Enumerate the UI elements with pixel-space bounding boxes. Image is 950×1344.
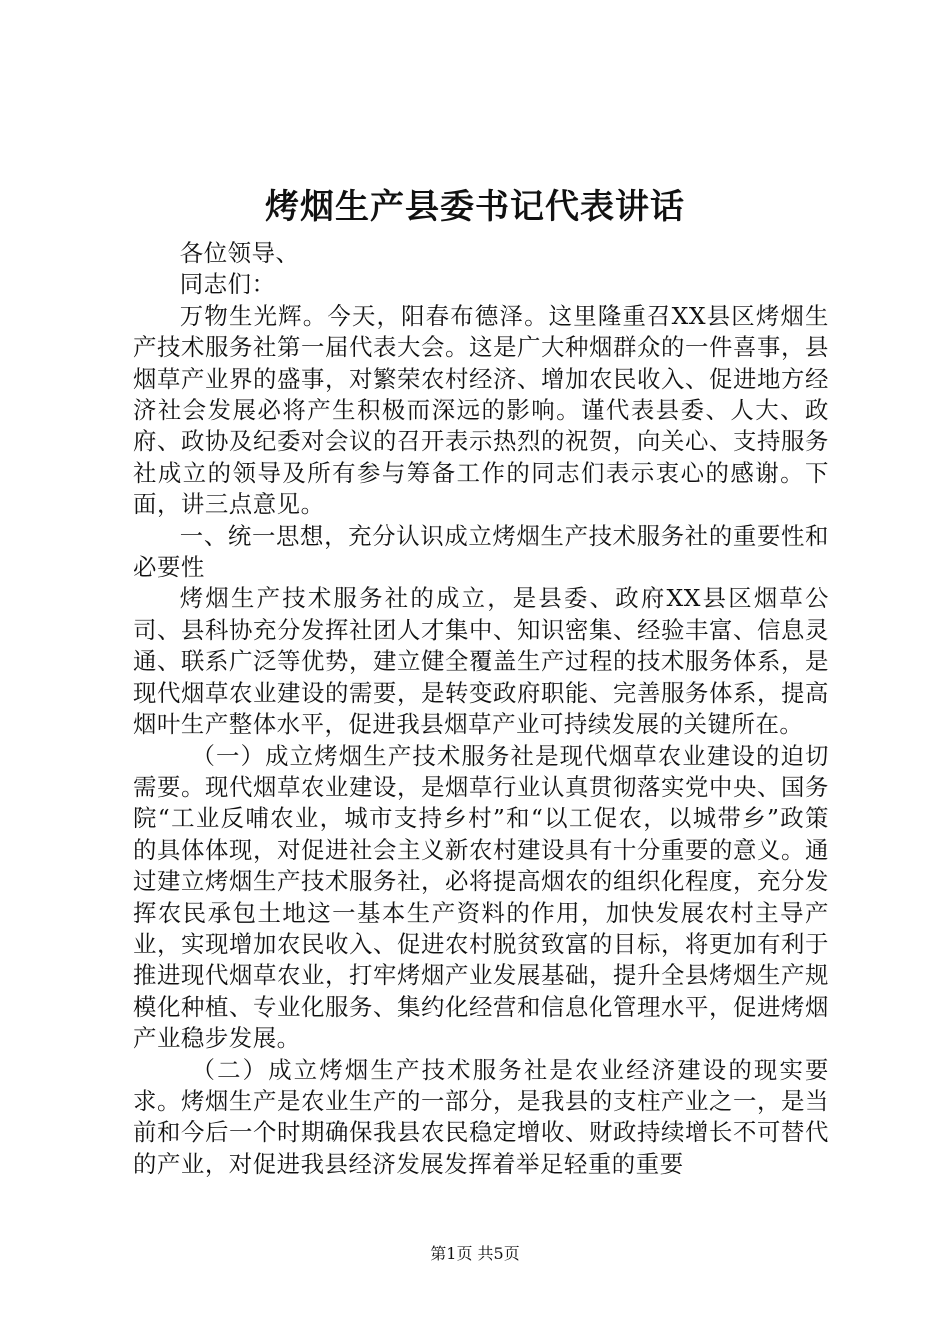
document-title: 烤烟生产县委书记代表讲话 [265,187,685,227]
paragraph-subpoint-2: （二）成立烤烟生产技术服务社是农业经济建设的现实要求。烤烟生产是农业生产的一部分，是我县的支柱产业之一，是当前和今后一个时期确保我县农民稳定增收、财政持续增长不可替代的产业，对促进我县经济发展发挥着举足轻重的重要 [133,1055,829,1178]
salutation-leaders: 各位领导、 [179,239,300,267]
paragraph-section-1: 烤烟生产技术服务社的成立，是县委、政府XX县区烟草公司、县科协充分发挥社团人才集中、知识密集、经验丰富、信息灵通、联系广泛等优势，建立健全覆盖生产过程的技术服务体系，是现代烟草农业建设的需要，是转变政府职能、完善服务体系，提高烟叶生产整体水平，促进我县烟草产业可持续发展的关键所在。 [133,584,829,739]
document-body [133,238,829,1180]
paragraph-opening: 万物生光辉。今天，阳春布德泽。这里隆重召XX县区烤烟生产技术服务社第一届代表大会。这是广大种烟群众的一件喜事，县烟草产业界的盛事，对繁荣农村经济、增加农民收入、促进地方经济社会发展必将产生积极而深远的影响。谨代表县委、人大、政府、政协及纪委对会议的召开表示热烈的祝贺，向关心、支持服务社成立的领导及所有参与筹备工作的同志们表示衷心的感谢。下面，讲三点意见。 [133,301,829,519]
paragraph-subpoint-1: （一）成立烤烟生产技术服务社是现代烟草农业建设的迫切需要。现代烟草农业建设，是烟草行业认真贯彻落实党中央、国务院“工业反哺农业，城市支持乡村”和“以工促农，以城带乡”政策的具体体现，对促进社会主义新农村建设具有十分重要的意义。通过建立烤烟生产技术服务社，必将提高烟农的组织化程度，充分发挥农民承包土地这一基本生产资料的作用，加快发展农村主导产业，实现增加农民收入、促进农村脱贫致富的目标，将更加有利于推进现代烟草农业，打牢烤烟产业发展基础，提升全县烤烟生产规模化种植、专业化服务、集约化经营和信息化管理水平，促进烤烟产业稳步发展。 [133,741,829,1053]
salutation-comrades: 同志们： [179,270,276,299]
page-footer: 第1页 共5页 [430,1244,520,1263]
section-heading-1: 一、统一思想，充分认识成立烤烟生产技术服务社的重要性和必要性 [133,521,829,582]
